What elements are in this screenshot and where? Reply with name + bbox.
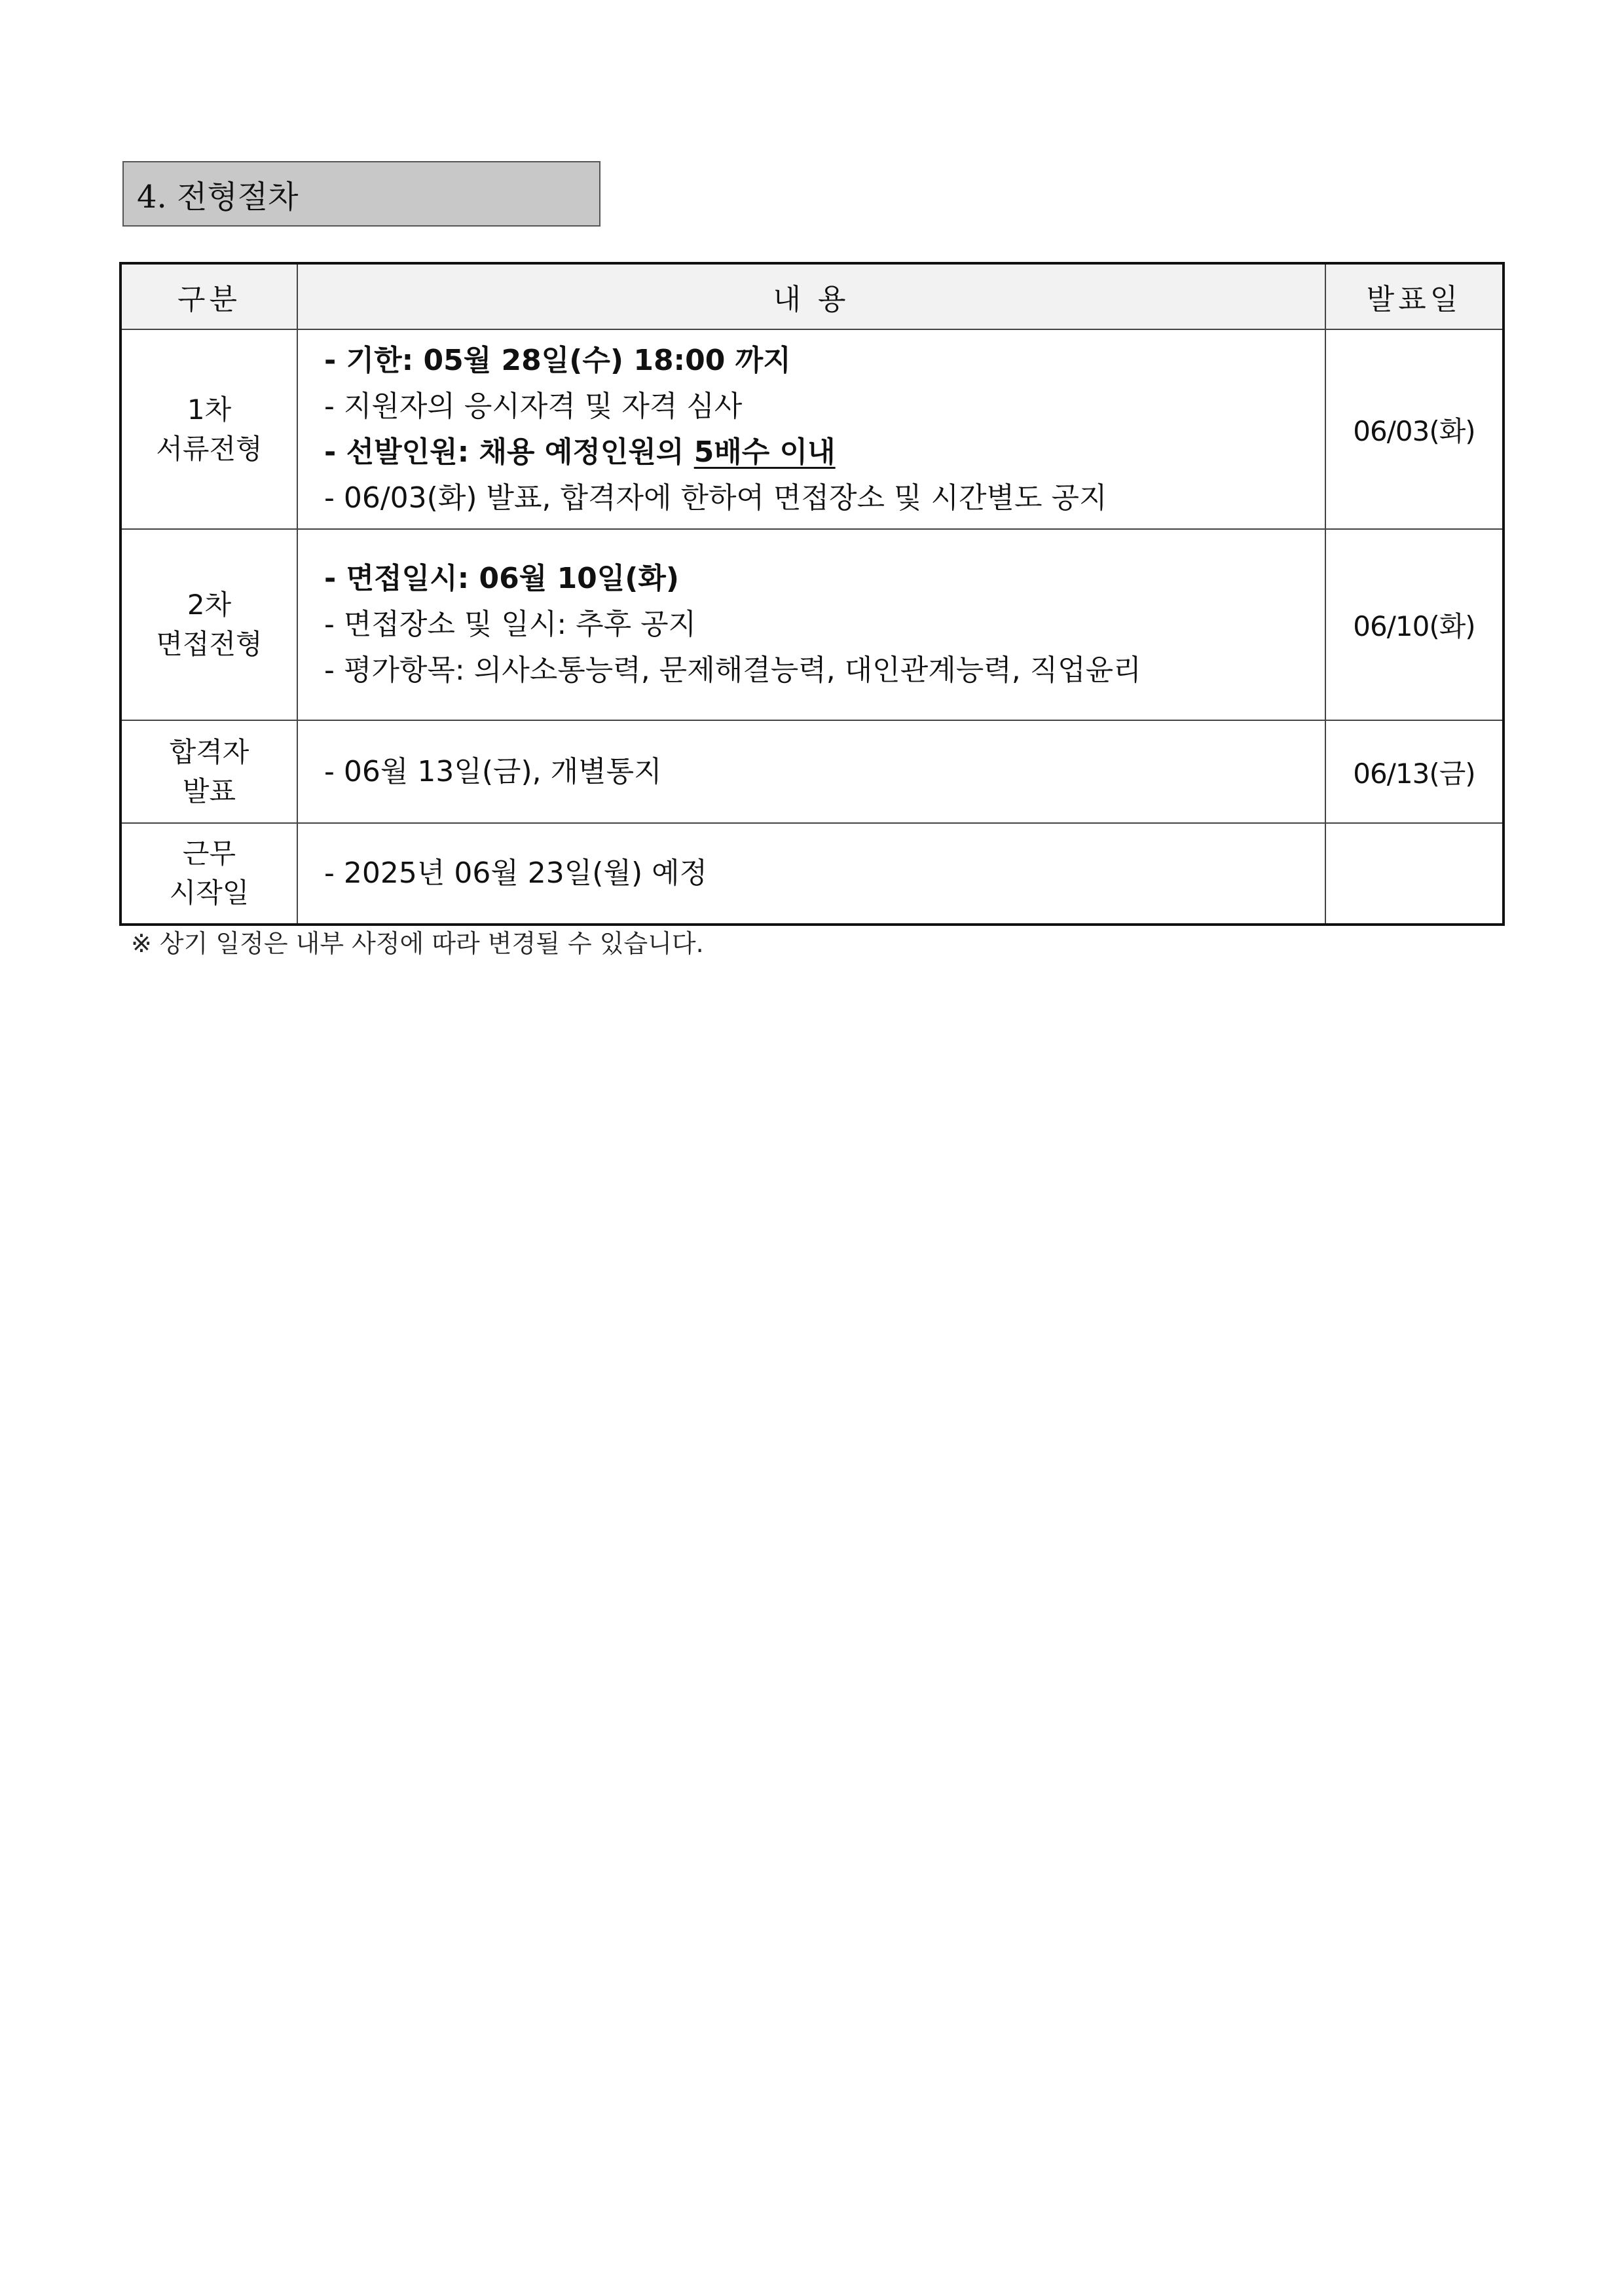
row-category: 합격자 발표: [120, 720, 297, 823]
table-header-row: [120, 263, 1504, 329]
header-content: 내 용: [297, 263, 1325, 329]
content-line: - 면접장소 및 일시: 추후 공지: [324, 608, 697, 641]
row-date: 06/13(금): [1325, 720, 1504, 823]
content-line: - 평가항목: 의사소통능력, 문제해결능력, 대인관계능력, 직업윤리: [324, 653, 1141, 687]
row-date: 06/03(화): [1325, 329, 1504, 529]
row-category: 2차 면접전형: [120, 529, 297, 720]
content-line: - 선발인원: 채용 예정인원의 5배수 이내: [324, 435, 836, 469]
table-row: [120, 529, 1504, 720]
content-line: - 면접일시: 06월 10일(화): [324, 562, 680, 595]
row-category: 1차 서류전형: [120, 329, 297, 529]
header-announce-date: 발표일: [1325, 263, 1504, 329]
row-content: [297, 529, 1325, 720]
schedule-change-note: ※ 상기 일정은 내부 사정에 따라 변경될 수 있습니다.: [131, 929, 704, 958]
row-category: 근무 시작일: [120, 823, 297, 925]
selection-procedure-table: [119, 262, 1505, 926]
content-line: - 기한: 05월 28일(수) 18:00 까지: [324, 343, 791, 377]
header-category: 구분: [120, 263, 297, 329]
content-line: - 06/03(화) 발표, 합격자에 한하여 면접장소 및 시간별도 공지: [324, 481, 1107, 515]
table-row: [120, 823, 1504, 925]
row-content: [297, 329, 1325, 529]
content-line: - 06월 13일(금), 개별통지: [324, 754, 662, 788]
table-row: [120, 329, 1504, 529]
row-content: [297, 823, 1325, 925]
content-line: - 지원자의 응시자격 및 자격 심사: [324, 389, 743, 423]
row-content: [297, 720, 1325, 823]
content-line: - 2025년 06월 23일(월) 예정: [324, 856, 708, 890]
highlight-text: 5배수 이내: [693, 435, 836, 469]
table-row: [120, 720, 1504, 823]
row-date: [1325, 823, 1504, 925]
section-title: 4. 전형절차: [122, 161, 600, 227]
row-date: 06/10(화): [1325, 529, 1504, 720]
